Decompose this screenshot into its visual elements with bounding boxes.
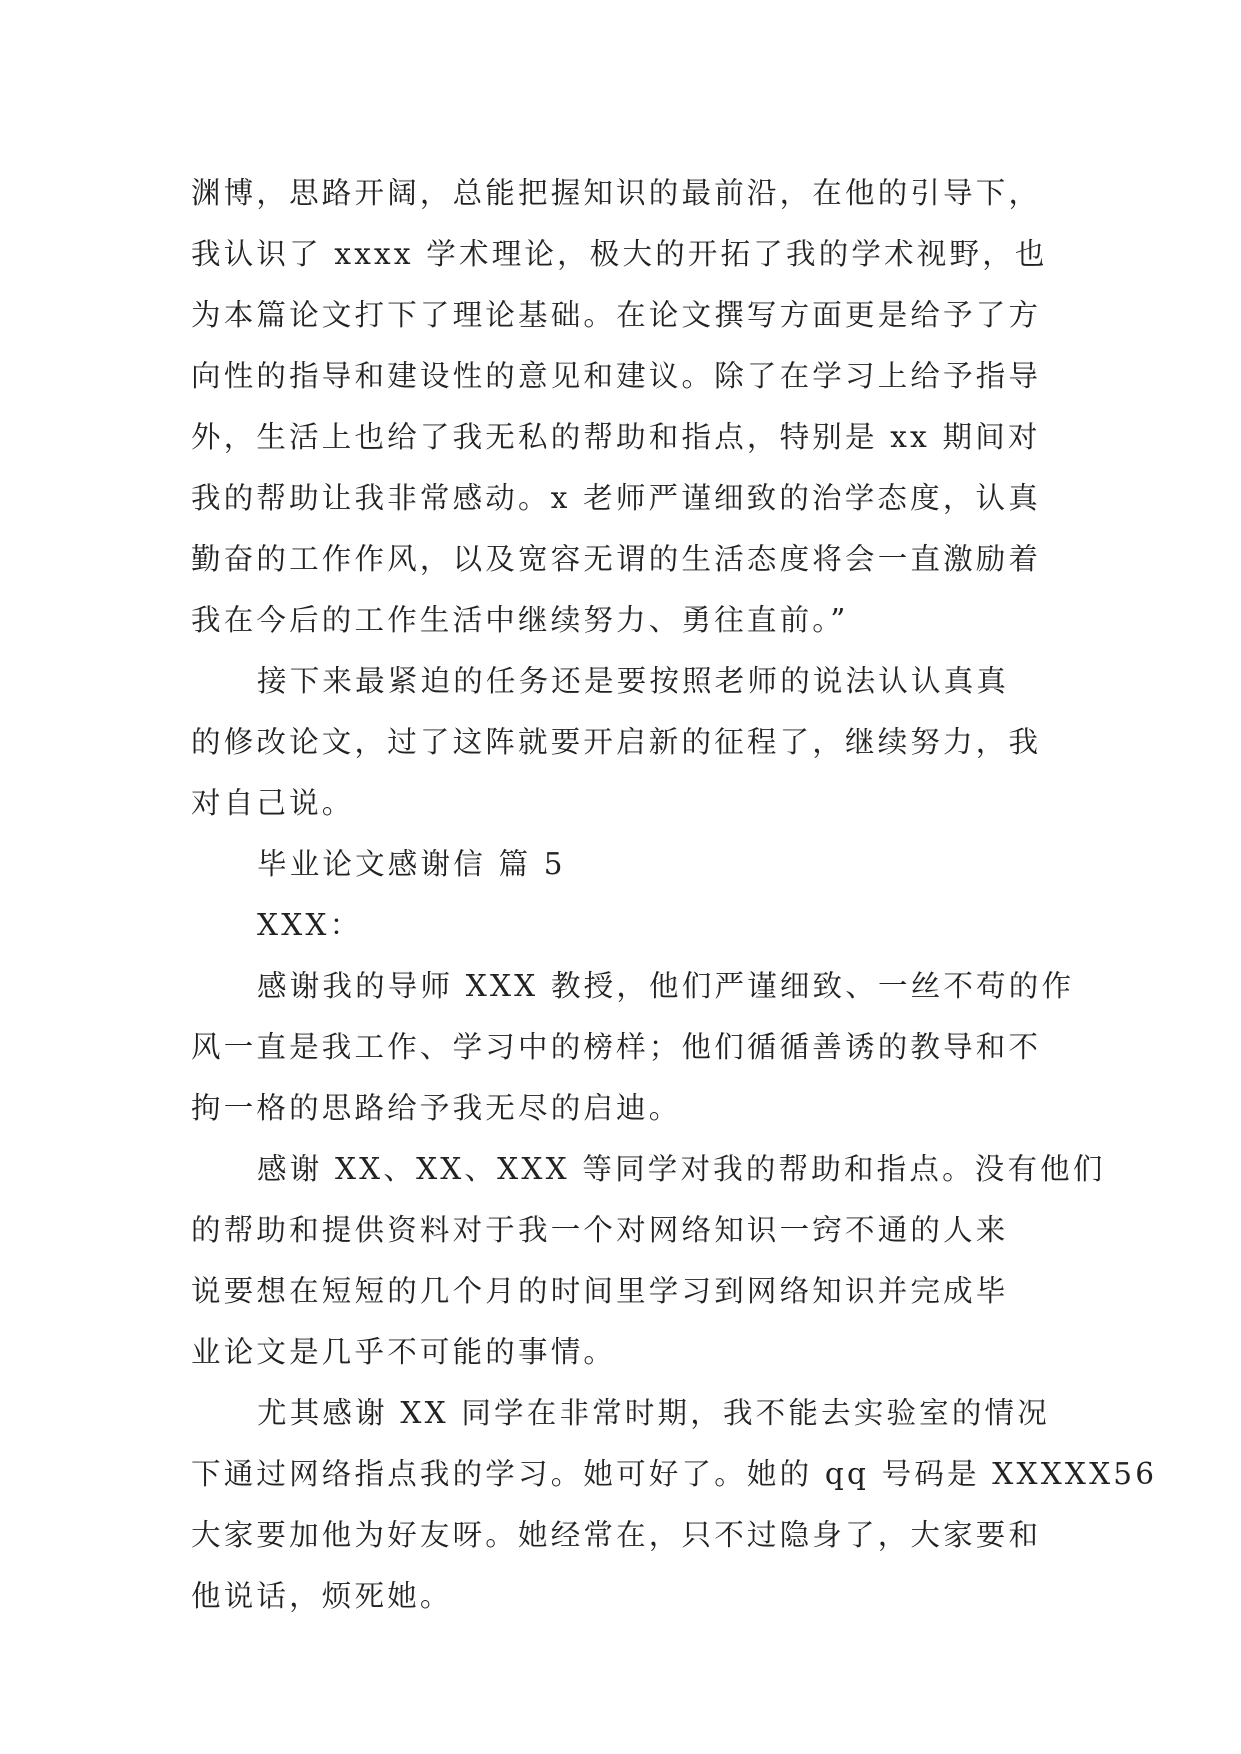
body-line: 对自己说。 bbox=[191, 786, 355, 820]
paragraph-first-line: 感谢 XX、XX、XXX 等同学对我的帮助和指点。没有他们 bbox=[257, 1152, 1106, 1186]
body-line: 外，生活上也给了我无私的帮助和指点，特别是 xx 期间对 bbox=[191, 420, 1041, 454]
body-line: 的帮助和提供资料对于我一个对网络知识一窍不通的人来 bbox=[191, 1213, 1009, 1247]
paragraph-first-line: 接下来最紧迫的任务还是要按照老师的说法认认真真 bbox=[257, 664, 1010, 698]
body-line: 业论文是几乎不可能的事情。 bbox=[191, 1335, 617, 1369]
body-line: 他说话，烦死她。 bbox=[191, 1579, 453, 1613]
paragraph-first-line: 尤其感谢 XX 同学在非常时期，我不能去实验室的情况 bbox=[257, 1396, 1050, 1430]
body-line: 风一直是我工作、学习中的榜样；他们循循善诱的教导和不 bbox=[191, 1030, 1042, 1064]
body-line: 下通过网络指点我的学习。她可好了。她的 qq 号码是 XXXXX56 bbox=[191, 1457, 1158, 1491]
body-line: 说要想在短短的几个月的时间里学习到网络知识并完成毕 bbox=[191, 1274, 1009, 1308]
body-line: 我认识了 xxxx 学术理论，极大的开拓了我的学术视野，也 bbox=[191, 237, 1048, 271]
body-line: 为本篇论文打下了理论基础。在论文撰写方面更是给予了方 bbox=[191, 298, 1042, 332]
body-line: 的修改论文，过了这阵就要开启新的征程了，继续努力，我 bbox=[191, 725, 1042, 759]
paragraph-first-line: 感谢我的导师 XXX 教授，他们严谨细致、一丝不苟的作 bbox=[257, 969, 1075, 1003]
body-line: 我的帮助让我非常感动。x 老师严谨细致的治学态度，认真 bbox=[191, 481, 1041, 515]
document-body bbox=[191, 163, 1158, 1627]
body-line: 渊博，思路开阔，总能把握知识的最前沿，在他的引导下， bbox=[191, 176, 1042, 210]
section-heading: 毕业论文感谢信 篇 5 bbox=[257, 847, 566, 881]
body-line: 拘一格的思路给予我无尽的启迪。 bbox=[191, 1091, 682, 1125]
body-line: 大家要加他为好友呀。她经常在，只不过隐身了，大家要和 bbox=[191, 1518, 1042, 1552]
salutation: XXX： bbox=[257, 908, 363, 942]
body-line: 勤奋的工作作风，以及宽容无谓的生活态度将会一直激励着 bbox=[191, 542, 1042, 576]
body-line: 向性的指导和建设性的意见和建议。除了在学习上给予指导 bbox=[191, 359, 1042, 393]
body-line: 我在今后的工作生活中继续努力、勇往直前。” bbox=[191, 603, 849, 637]
